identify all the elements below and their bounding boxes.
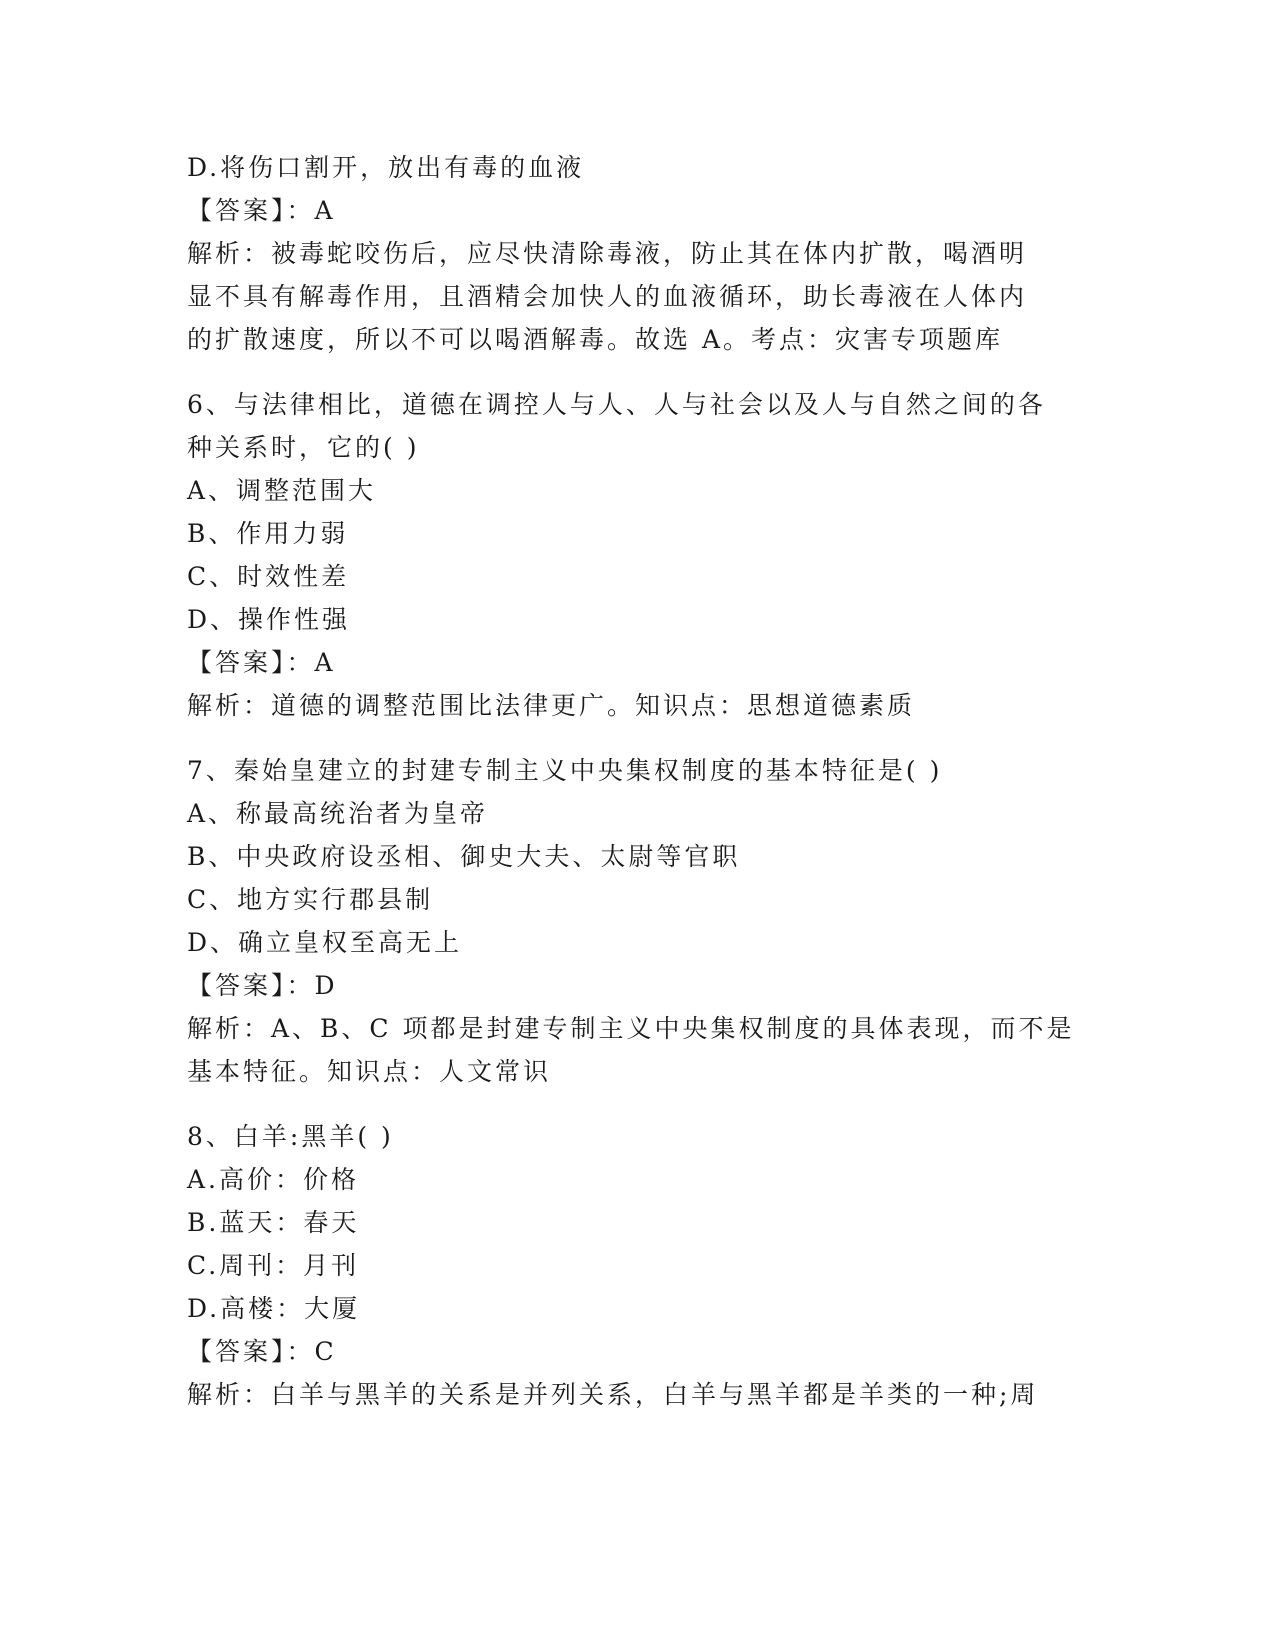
page-content: [187, 146, 1087, 1416]
question-gap: [187, 361, 1087, 383]
option-d: D、操作性强: [187, 605, 351, 634]
question-stem: 8、白羊:黑羊( ): [187, 1122, 394, 1151]
question-8: [187, 1115, 1087, 1416]
question-stem: 种关系时，它的( ): [187, 433, 420, 462]
question-5-tail: [187, 146, 1087, 361]
option-d: D、确立皇权至高无上: [187, 928, 463, 957]
option-d: D.将伤口割开，放出有毒的血液: [187, 153, 585, 182]
answer-line: 【答案】：A: [187, 196, 336, 225]
option-b: B、中央政府设丞相、御史大夫、太尉等官职: [187, 842, 741, 871]
option-a: A、称最高统治者为皇帝: [187, 799, 489, 828]
option-a: A.高价：价格: [187, 1165, 360, 1194]
option-b: B.蓝天：春天: [187, 1208, 360, 1237]
analysis-line: 基本特征。知识点：人文常识: [187, 1057, 552, 1086]
question-stem: 6、与法律相比，道德在调控人与人、人与社会以及人与自然之间的各: [187, 390, 1046, 419]
analysis-line: 解析：A、B、C 项都是封建专制主义中央集权制度的具体表现，而不是: [187, 1014, 1075, 1043]
question-6: [187, 383, 1087, 727]
option-c: C.周刊：月刊: [187, 1251, 360, 1280]
option-a: A、调整范围大: [187, 476, 377, 505]
answer-line: 【答案】：D: [187, 971, 338, 1000]
analysis-line: 解析：道德的调整范围比法律更广。知识点：思想道德素质: [187, 691, 916, 720]
analysis-line: 解析：被毒蛇咬伤后，应尽快清除毒液，防止其在体内扩散，喝酒明: [187, 239, 1028, 268]
option-d: D.高楼：大厦: [187, 1294, 361, 1323]
answer-line: 【答案】：A: [187, 648, 336, 677]
answer-line: 【答案】：C: [187, 1337, 337, 1366]
option-b: B、作用力弱: [187, 519, 349, 548]
analysis-line: 显不具有解毒作用，且酒精会加快人的血液循环，助长毒液在人体内: [187, 282, 1028, 311]
option-c: C、地方实行郡县制: [187, 885, 434, 914]
question-stem: 7、秦始皇建立的封建专制主义中央集权制度的基本特征是( ): [187, 756, 943, 785]
question-gap: [187, 727, 1087, 749]
analysis-line: 的扩散速度，所以不可以喝酒解毒。故选 A。考点：灾害专项题库: [187, 325, 1004, 354]
analysis-line: 解析：白羊与黑羊的关系是并列关系，白羊与黑羊都是羊类的一种;周: [187, 1380, 1039, 1409]
option-c: C、时效性差: [187, 562, 350, 591]
question-7: [187, 749, 1087, 1093]
question-gap: [187, 1093, 1087, 1115]
